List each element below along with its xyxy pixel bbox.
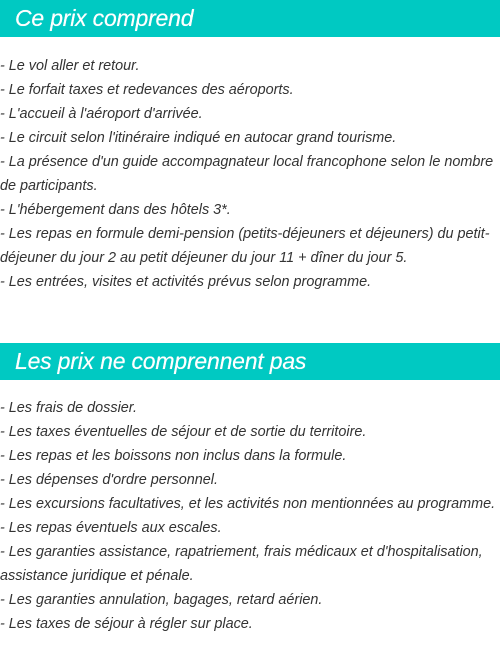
list-item: - Le vol aller et retour. (0, 58, 140, 74)
list-item: - Les repas et les boissons non inclus dans la formule. (0, 448, 347, 464)
list-item: - Les taxes de séjour à régler sur place. (0, 616, 253, 632)
list-item: - Les garanties assistance, rapatriement, frais médicaux et d'hospitalisation, assistance juridique et pénale. (0, 544, 483, 584)
price-excludes-list (0, 396, 500, 636)
price-excludes-header (0, 343, 500, 380)
list-item: - La présence d'un guide accompagnateur local francophone selon le nombre de participants. (0, 154, 494, 194)
list-item: - L'hébergement dans des hôtels 3*. (0, 202, 231, 218)
price-includes-list (0, 54, 500, 294)
price-excludes-section (0, 343, 500, 636)
list-item: - Le forfait taxes et redevances des aéroports. (0, 82, 294, 98)
list-item: - Les frais de dossier. (0, 400, 138, 416)
list-item: - Les entrées, visites et activités prévus selon programme. (0, 274, 372, 290)
list-item: - L'accueil à l'aéroport d'arrivée. (0, 106, 203, 122)
price-includes-header (0, 0, 500, 37)
list-item: - Les garanties annulation, bagages, retard aérien. (0, 592, 323, 608)
price-excludes-title: Les prix ne comprennent pas (15, 348, 307, 374)
list-item: - Le circuit selon l'itinéraire indiqué en autocar grand tourisme. (0, 130, 397, 146)
price-includes-title: Ce prix comprend (15, 5, 194, 31)
list-item: - Les taxes éventuelles de séjour et de sortie du territoire. (0, 424, 367, 440)
list-item: - Les dépenses d'ordre personnel. (0, 472, 218, 488)
list-item: - Les repas en formule demi-pension (petits-déjeuners et déjeuners) du petit-déjeuner du jour 2 au petit déjeuner du jour 11 + dîner du jour 5. (0, 226, 490, 266)
list-item: - Les repas éventuels aux escales. (0, 520, 222, 536)
price-includes-section (0, 0, 500, 294)
list-item: - Les excursions facultatives, et les activités non mentionnées au programme. (0, 496, 496, 512)
